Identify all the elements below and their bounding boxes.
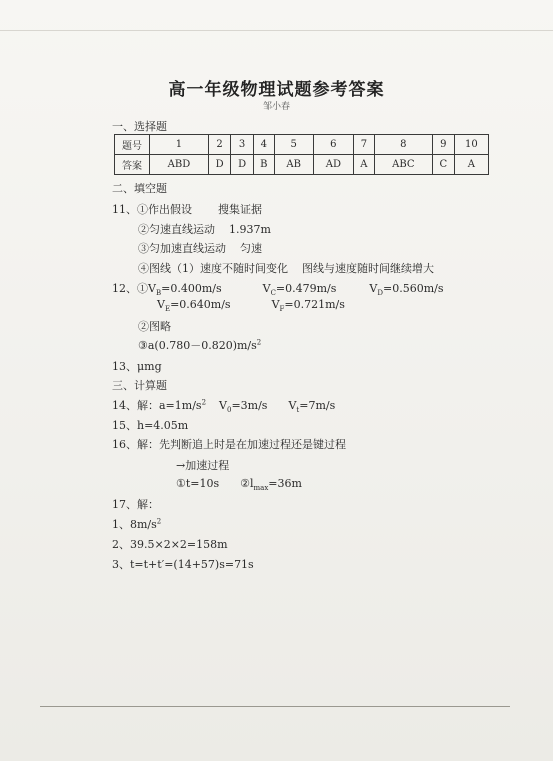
q12-superscript: 2 — [256, 338, 262, 347]
table-cell-answer: A — [454, 155, 488, 175]
v0-symbol: V — [219, 399, 227, 412]
q12-line3 — [138, 337, 261, 353]
q17-line1: 17、解： — [112, 498, 159, 511]
q11-answer-4: ④图线（1）速度不随时间变化 — [138, 262, 288, 275]
vc-subscript: C — [270, 289, 276, 298]
q11-line2 — [138, 221, 271, 237]
q12-line2: ②图略 — [138, 320, 171, 333]
table-row-answers — [115, 155, 489, 175]
vt-subscript: t — [296, 406, 300, 415]
q17-line2 — [112, 516, 161, 532]
q11-answer-1b: 搜集证据 — [218, 203, 262, 216]
table-cell-number: 5 — [274, 135, 313, 155]
answer-table — [114, 134, 489, 175]
table-cell-number: 2 — [208, 135, 231, 155]
table-cell-number: 6 — [313, 135, 354, 155]
q11-answer-3b: 匀速 — [240, 242, 262, 255]
v0-subscript: 0 — [226, 406, 232, 415]
q16-distance-value: =36m — [268, 477, 302, 490]
q17-line3: 2、39.5×2×2=158m — [112, 538, 228, 551]
q11-answer-3: ③匀加速直线运动 — [138, 242, 226, 255]
ve-value: =0.640m/s — [170, 298, 231, 311]
table-cell-answer: ABD — [150, 155, 209, 175]
table-cell-number: 8 — [374, 135, 432, 155]
section1-heading: 一、选择题 — [112, 120, 167, 133]
table-cell-answer: AD — [313, 155, 354, 175]
q16-time: ①t=10s — [176, 477, 220, 490]
vd-value: =0.560m/s — [383, 282, 444, 295]
table-cell-answer: ABC — [374, 155, 432, 175]
section2-heading: 二、填空题 — [112, 182, 167, 195]
q16-distance-symbol: ②l — [240, 477, 254, 490]
q12-acceleration: ③a(0.780－0.820)m/s — [138, 339, 257, 352]
vd-subscript: D — [377, 289, 383, 298]
vd-symbol: V — [369, 282, 378, 295]
table-row-label: 答案 — [115, 155, 150, 175]
q16-line1: 16、解：先判断追上时是在加速过程还是键过程 — [112, 438, 346, 451]
q12-line1b — [157, 298, 345, 313]
q11-line4 — [138, 260, 434, 276]
v0-value: =3m/s — [231, 399, 268, 412]
q14-superscript: 2 — [201, 398, 207, 407]
table-cell-answer: A — [354, 155, 375, 175]
table-cell-answer: C — [433, 155, 455, 175]
q12-prefix: 12、①V — [112, 282, 156, 295]
q17-answer-1: 1、8m/s — [112, 518, 157, 531]
table-cell-number: 3 — [231, 135, 254, 155]
table-row-label: 题号 — [115, 135, 150, 155]
table-cell-answer: AB — [274, 155, 313, 175]
vt-value: =7m/s — [299, 399, 336, 412]
vb-subscript: B — [155, 289, 162, 298]
q13-line: 13、μmg — [112, 360, 162, 373]
section3-heading: 三、计算题 — [112, 379, 167, 392]
vc-symbol: V — [262, 282, 271, 295]
q17-line4: 3、t=t+t′=(14+57)s=71s — [112, 558, 254, 571]
ve-subscript: E — [164, 305, 171, 314]
table-cell-number: 9 — [433, 135, 455, 155]
q16-line3 — [176, 477, 302, 492]
vf-value: =0.721m/s — [284, 298, 345, 311]
page-title: 高一年级物理试题参考答案 — [168, 80, 385, 100]
q11-answer-2b: 1.937m — [229, 223, 271, 236]
ve-symbol: V — [157, 298, 165, 311]
q11-answer-2: ②匀速直线运动 — [138, 223, 215, 236]
table-cell-answer: D — [208, 155, 231, 175]
footer-rule — [40, 706, 510, 707]
vt-symbol: V — [288, 399, 297, 412]
q14-line — [112, 397, 335, 414]
table-cell-number: 10 — [454, 135, 488, 155]
scan-edge-line — [0, 30, 553, 31]
table-cell-answer: D — [231, 155, 254, 175]
q11-line3 — [138, 240, 262, 256]
q11-answer-1: 11、①作出假设 — [112, 203, 192, 216]
table-row-numbers — [115, 135, 489, 155]
q15-line: 15、h=4.05m — [112, 419, 189, 432]
vb-value: =0.400m/s — [161, 282, 222, 295]
table-cell-number: 1 — [150, 135, 209, 155]
vf-symbol: V — [271, 298, 280, 311]
q11-answer-4b: 图线与速度随时间继续增大 — [302, 262, 434, 275]
vc-value: =0.479m/s — [275, 282, 337, 295]
author-name: 邹小春 — [262, 102, 290, 112]
q16-line2: →加速过程 — [176, 459, 230, 472]
vf-subscript: F — [279, 305, 285, 314]
q12-line1 — [112, 280, 444, 297]
table-cell-number: 7 — [354, 135, 375, 155]
table-cell-number: 4 — [253, 135, 274, 155]
q14-acceleration: 14、解：a=1m/s — [112, 399, 202, 412]
table-cell-answer: B — [253, 155, 274, 175]
q17-superscript: 2 — [156, 517, 162, 526]
q16-distance-subscript: max — [253, 484, 269, 493]
q11-line1 — [112, 201, 262, 217]
